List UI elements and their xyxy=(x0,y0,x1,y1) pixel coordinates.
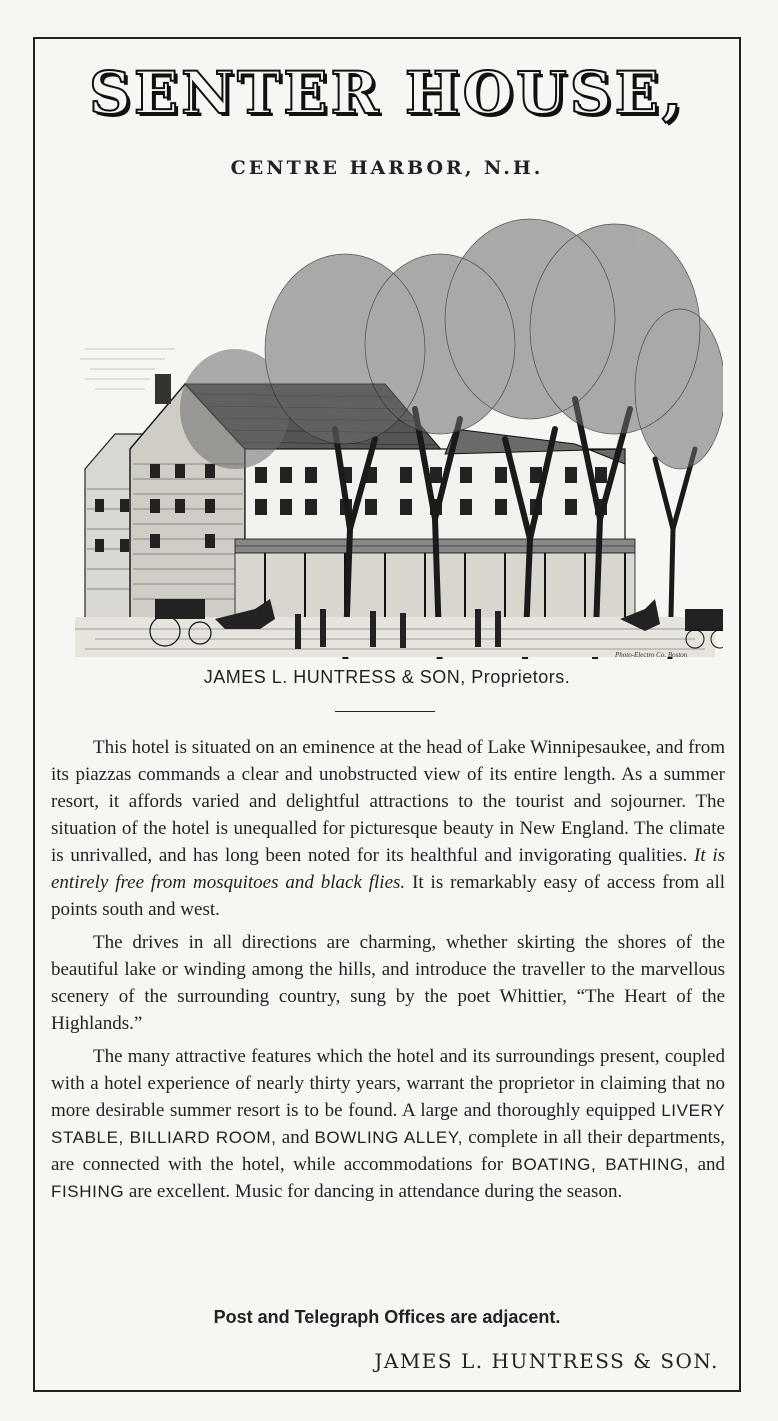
proprietors-line: JAMES L. HUNTRESS & SON, Proprietors. xyxy=(203,667,571,687)
engraver-credit: Photo-Electro Co. Boston xyxy=(615,651,688,659)
offices-note: Post and Telegraph Offices are adjacent. xyxy=(213,1307,561,1327)
divider xyxy=(335,711,435,712)
signature-line: JAMES L. HUNTRESS & SON. xyxy=(374,1349,719,1373)
paragraph-1: This hotel is situated on an eminence at the head of Lake Winnipesaukee, and from its piazzas commands a clear and unobstructed view of its entire length. As a summer resort, it affords varied and delightful attractions to the tourist and sojourner. The situation of the hotel is unequalled for picturesque beauty in New England. The climate is unrivalled, and has long been noted for its healthful and invigorating qualities. It is entirely free from mosquitoes and black flies. It is remarkably easy of access from all points south and west. xyxy=(51,737,726,920)
hotel-engraving-icon xyxy=(55,199,723,659)
paragraph-3: The many attractive features which the hotel and its surroundings present, coupled with a hotel experience of nearly thirty years, warrant the proprietor in claiming that no more desirable summer resort is to be found. A large and thoroughly equipped LIVERY STABLE, BILLIARD ROOM, and BOWLING ALLEY, complete in all their departments, are connected with the hotel, while accommodations for BOATING, BATHING, and FISHING are excellent. Music for dancing in attendance during the season. xyxy=(51,1046,726,1202)
hotel-title: SENTER HOUSE, xyxy=(88,59,686,127)
paragraph-2: The drives in all directions are charming, whether skirting the shores of the beautiful lake or winding among the hills, and introduce the traveller to the marvellous scenery of the surrounding country, sung by the poet Whittier, “The Heart of the Highlands.” xyxy=(51,932,725,1034)
description-text xyxy=(51,734,725,1211)
location-subtitle: CENTRE HARBOR, N.H. xyxy=(230,157,544,179)
advertisement-frame xyxy=(33,37,741,1392)
